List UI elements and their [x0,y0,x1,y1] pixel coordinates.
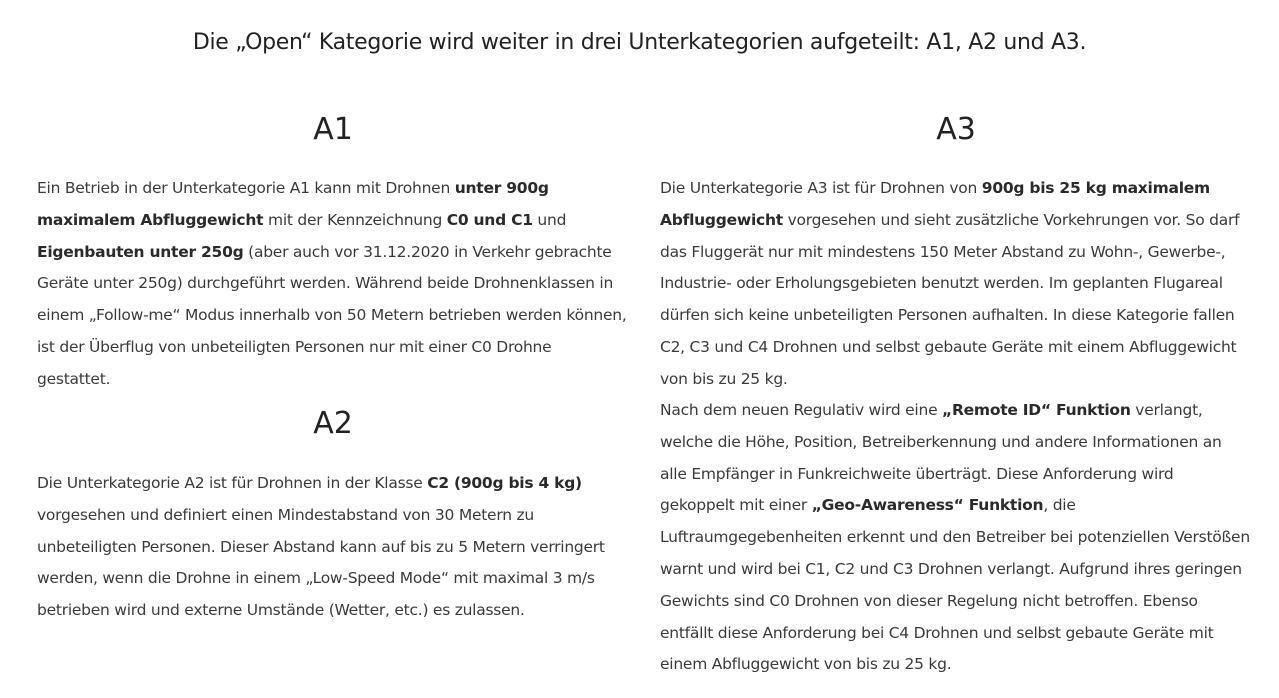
a3-p2-text-1: Nach dem neuen Regulativ wird eine [660,401,943,419]
a3-p2-bold-remote-id: „Remote ID“ Funktion [942,401,1131,419]
a2-paragraph [37,468,629,627]
a1-text-3: und [532,210,567,229]
a1-bold-classes: C0 und C1 [446,210,533,229]
a2-text-2: vorgesehen und definiert einen Mindestabstand von 30 Metern zu unbeteiligten Personen. Dieser Abstand kann auf bis zu 5 Metern verringert werden, wenn die Drohne in einem „Low-Speed Mode“ mit maximal 3 m/s betrieben wird und externe Umstände (Wetter, etc.) es zulassen. [37,505,605,620]
a3-p2-text-3: , die Luftraumgegebenheiten erkennt und den Betreiber bei potenziellen Verstößen warnt und wird bei C1, C2 und C3 Drohnen verlangt. Aufgrund ihres geringen Gewichts sind C0 Drohnen von dieser Regelung nicht betroffen. Ebenso entfällt diese Anforderung bei C4 Drohnen und selbst gebaute Geräte mit einem Abfluggewicht von bis zu 25 kg. [660,496,1250,674]
a3-p2-text-2: verlangt, welche die Höhe, Position, Betreiberkennung und andere Informationen an alle Empfänger in Funkreichweite überträgt. Diese Anforderung wird gekoppelt mit einer [660,401,1222,515]
a3-p1-bold-weight: 900g bis 25 kg maximalem Abfluggewicht [660,179,1210,229]
a3-p2-bold-geo-awareness: „Geo-Awareness“ Funktion [811,496,1044,515]
a2-heading: A2 [313,406,353,441]
a1-heading: A1 [313,112,353,147]
a1-paragraph [37,173,629,396]
a2-bold-class: C2 (900g bis 4 kg) [427,474,582,492]
a3-paragraph-2 [660,395,1252,681]
a2-text-1: Die Unterkategorie A2 ist für Drohnen in der Klasse [37,474,428,492]
a1-text-1: Ein Betrieb in der Unterkategorie A1 kann mit Drohnen [37,179,455,197]
a3-p1-text-1: Die Unterkategorie A3 ist für Drohnen von [660,179,982,197]
a3-paragraph-1 [660,173,1252,396]
a1-bold-weight: unter 900g maximalem Abfluggewicht [37,179,549,229]
a1-bold-selfbuilt: Eigenbauten unter 250g [37,242,244,261]
intro-heading: Die „Open“ Kategorie wird weiter in drei Unterkategorien aufgeteilt: A1, A2 und A3. [192,30,1087,55]
a1-text-2: mit der Kennzeichnung [263,210,447,229]
a3-p1-text-2: vorgesehen und sieht zusätzliche Vorkehrungen vor. So darf das Fluggerät nur mit mindestens 150 Meter Abstand zu Wohn-, Gewerbe-, Industrie- oder Erholungsgebieten benutzt werden. Im geplanten Flugareal dürfen sich keine unbeteiligten Personen aufhalten. In diese Kategorie fallen C2, C3 und C4 Drohnen und selbst gebaute Geräte mit einem Abfluggewicht von bis zu 25 kg. [660,210,1240,388]
a3-heading: A3 [936,112,976,147]
a1-text-4: (aber auch vor 31.12.2020 in Verkehr gebrachte Geräte unter 250g) durchgeführt werden. Während beide Drohnenklassen in einem „Follow-me“ Modus innerhalb von 50 Metern betrieben werden können, ist der Überflug von unbeteiligten Personen nur mit einer C0 Drohne gestattet. [37,242,627,388]
